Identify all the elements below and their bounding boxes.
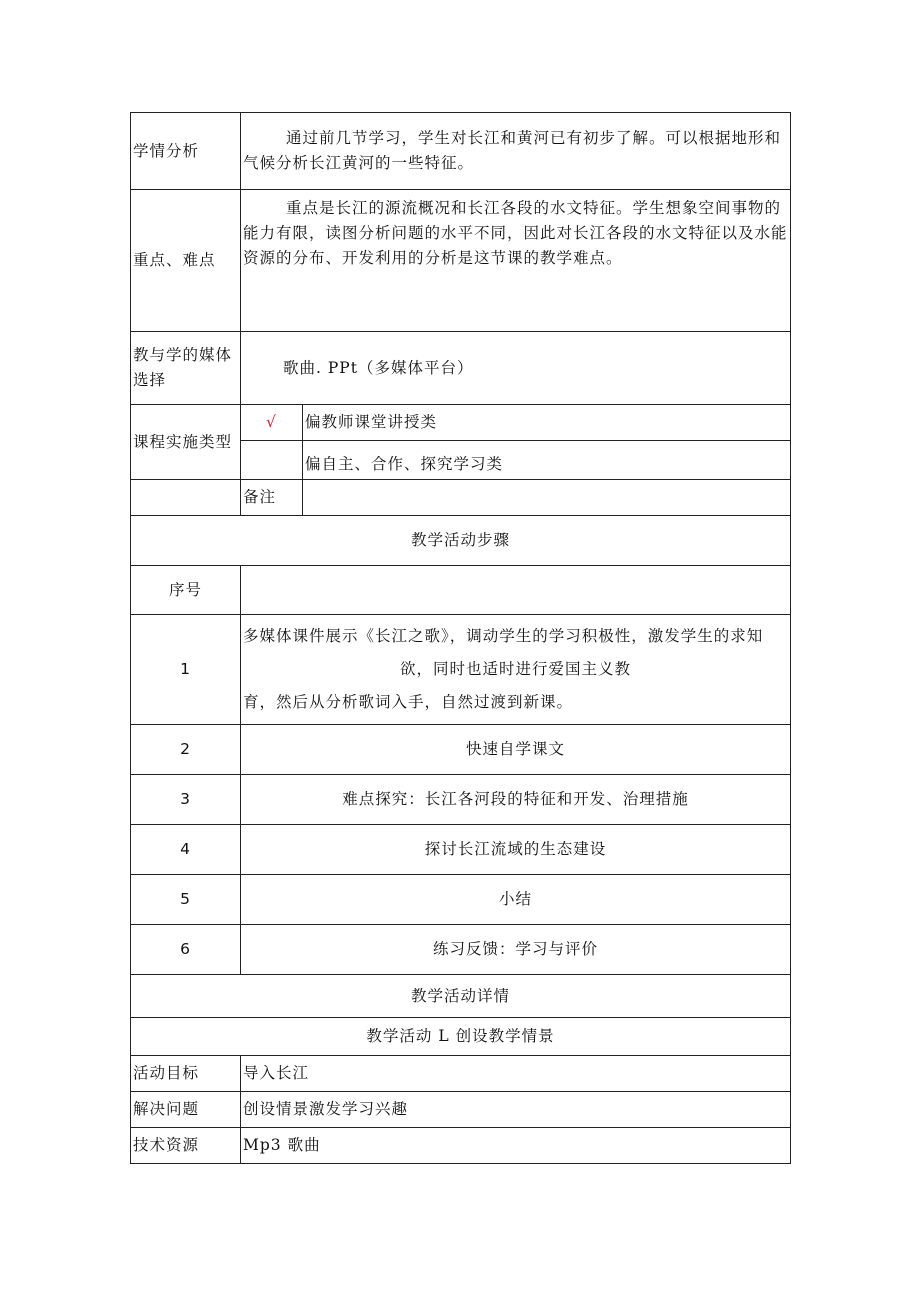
- course-type-option-lecture: 偏教师课堂讲授类: [303, 405, 791, 441]
- detail-value: 导入长江: [241, 1056, 791, 1092]
- row-course-type-1: [131, 405, 791, 441]
- row-step-1: [131, 615, 791, 725]
- details-heading: 教学活动详情: [131, 975, 791, 1018]
- step-text: 难点探究：长江各河段的特征和开发、治理措施: [241, 775, 791, 825]
- row-note: [131, 480, 791, 516]
- step-number: 1: [131, 615, 241, 725]
- step-text: 快速自学课文: [241, 725, 791, 775]
- step-1-line-1: 多媒体课件展示《长江之歌》，调动学生的学习积极性，激发学生的求知: [243, 627, 764, 645]
- step-text: [241, 615, 791, 725]
- step-text: 探讨长江流域的生态建设: [241, 825, 791, 875]
- steps-heading: 教学活动步骤: [131, 516, 791, 566]
- index-header: 序号: [131, 566, 241, 615]
- course-type-label: 课程实施类型: [131, 405, 241, 480]
- step-text: 练习反馈：学习与评价: [241, 925, 791, 975]
- step-number: 2: [131, 725, 241, 775]
- row-step-3: [131, 775, 791, 825]
- student-analysis-text: 通过前几节学习，学生对长江和黄河已有初步了解。可以根据地形和气候分析长江黄河的一些特征。: [241, 113, 791, 190]
- row-activity-goal: [131, 1056, 791, 1092]
- detail-value: Mp3 歌曲: [241, 1128, 791, 1164]
- row-step-6: [131, 925, 791, 975]
- course-type-check-mark-empty: [241, 441, 303, 480]
- key-difficult-text: 重点是长江的源流概况和长江各段的水文特征。学生想象空间事物的能力有限，读图分析问题的水平不同，因此对长江各段的水文特征以及水能资源的分布、开发利用的分析是这节课的教学难点。: [241, 190, 791, 332]
- row-steps-heading: [131, 516, 791, 566]
- steps-header-blank: [241, 566, 791, 615]
- row-problem-solved: [131, 1092, 791, 1128]
- key-difficult-label: 重点、难点: [131, 190, 241, 332]
- detail-label: 解决问题: [131, 1092, 241, 1128]
- row-tech-resources: [131, 1128, 791, 1164]
- course-type-option-inquiry: 偏自主、合作、探究学习类: [303, 441, 791, 480]
- row-activity-title: [131, 1018, 791, 1056]
- row-step-2: [131, 725, 791, 775]
- row-student-analysis: [131, 113, 791, 190]
- activity-title: 教学活动 L 创设教学情景: [131, 1018, 791, 1056]
- lesson-plan-table: [130, 112, 791, 1164]
- step-1-line-3: 育，然后从分析歌词入手，自然过渡到新课。: [243, 693, 574, 711]
- row-key-difficult-points: [131, 190, 791, 332]
- row-details-heading: [131, 975, 791, 1018]
- row-media-selection: [131, 332, 791, 405]
- course-type-label-cont: [131, 480, 241, 516]
- step-number: 4: [131, 825, 241, 875]
- course-type-check-mark: √: [241, 405, 303, 441]
- row-step-5: [131, 875, 791, 925]
- media-selection-text: 歌曲. PPt（多媒体平台）: [241, 332, 791, 405]
- step-number: 6: [131, 925, 241, 975]
- step-1-line-2: 欲，同时也适时进行爱国主义教: [400, 660, 632, 678]
- detail-label: 活动目标: [131, 1056, 241, 1092]
- detail-label: 技术资源: [131, 1128, 241, 1164]
- row-steps-header: [131, 566, 791, 615]
- student-analysis-label: 学情分析: [131, 113, 241, 190]
- step-number: 5: [131, 875, 241, 925]
- note-label: 备注: [241, 480, 303, 516]
- step-number: 3: [131, 775, 241, 825]
- step-text: 小结: [241, 875, 791, 925]
- note-value: [303, 480, 791, 516]
- media-selection-label: 教与学的媒体选择: [131, 332, 241, 405]
- row-step-4: [131, 825, 791, 875]
- detail-value: 创设情景激发学习兴趣: [241, 1092, 791, 1128]
